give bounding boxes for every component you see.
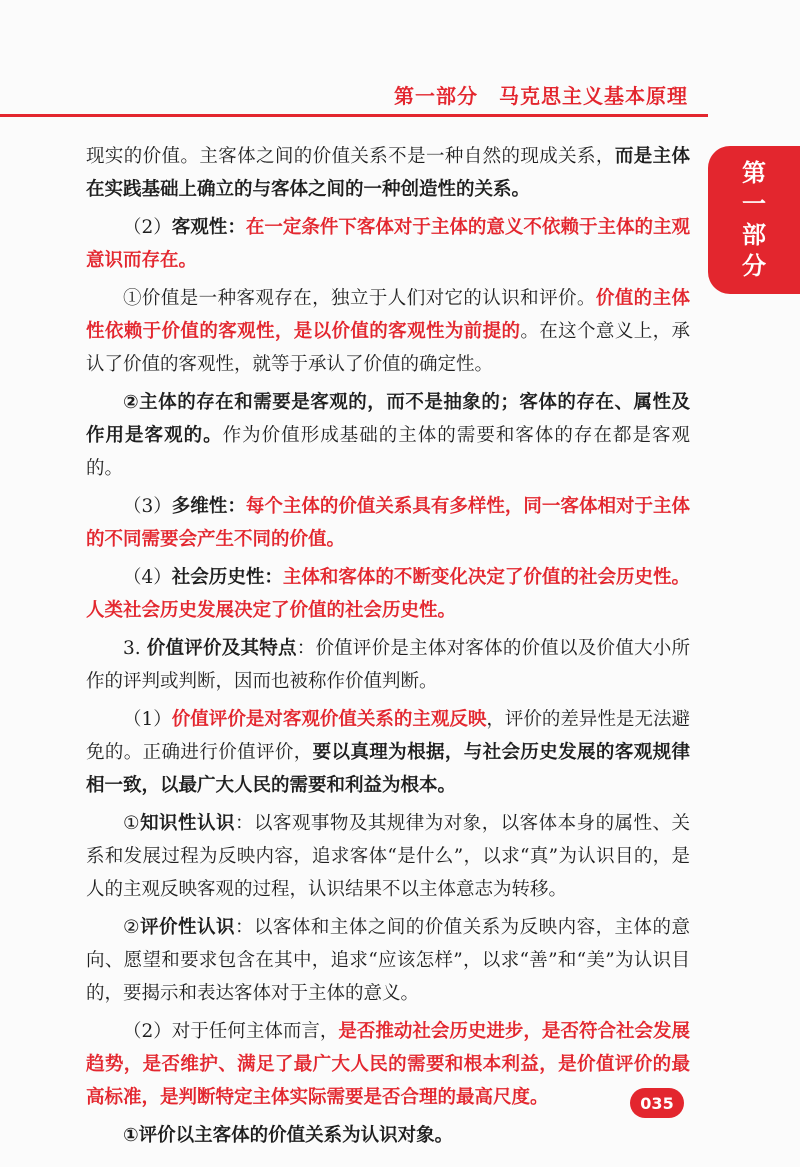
- body-text-run: 3.: [123, 638, 147, 659]
- bold-text: 评价性认识: [140, 917, 235, 938]
- bold-text: 知识性认识: [140, 813, 235, 834]
- bold-text: 价值评价及其特点: [146, 638, 297, 659]
- highlight-text: 对客观价值关系的主观反映: [264, 709, 487, 730]
- bold-text: 社会历史性：: [171, 567, 283, 588]
- bold-text: 客观性：: [171, 217, 246, 238]
- body-text-run: 。在这个意义上，承认了价值的客观性，就等于承认了价值的确定性。: [86, 321, 690, 375]
- body-text-run: （4）: [123, 567, 172, 588]
- body-text-run: 作为价值形成基础的主体的需要和客体的存在都是客观的。: [86, 425, 690, 479]
- body-text-run: （1）: [123, 709, 172, 730]
- side-tab-char: 第: [742, 158, 766, 187]
- body-text-run: ：价值评价是主体对客体的价值以及价值大小所作的评判或判断，因而也被称作价值判断。: [86, 638, 690, 692]
- paragraph: [86, 1015, 690, 1114]
- bold-text: 多维性：: [171, 496, 246, 517]
- body-text-run: 现实的价值。主客体之间的价值关系不是一种自然的现成关系，: [86, 146, 615, 167]
- bold-text: 要以真理为根据，与社会历史发展的客观规律相一致，以最广大人民的需要和利益为根本。: [86, 742, 690, 796]
- highlight-text: 每个主体的价值关系具有多样性，同一客体相对于主体的不同需要会产生不同的价值。: [86, 496, 690, 550]
- paragraph: [86, 490, 690, 556]
- paragraph: [86, 386, 690, 485]
- page-number: 035: [630, 1088, 684, 1118]
- highlight-text: 主体和客体的不断变化决定了价值的社会历史性。人类社会历史发展决定了价值的社会历史性。: [86, 567, 690, 621]
- paragraph: [86, 911, 690, 1010]
- paragraph: [86, 632, 690, 698]
- side-tab-char: 分: [742, 252, 766, 281]
- body-text-run: （2）对于任何主体而言，: [123, 1021, 339, 1042]
- paragraph: [86, 807, 690, 906]
- highlight-text: 价值评价是: [171, 709, 265, 730]
- body-text-run: （3）: [123, 496, 172, 517]
- highlight-text: 是否推动社会历史进步，是否符合社会发展趋势，是否维护、满足了最广大人民的需要和根本利益，是价值评价的最高标准，是判断特定主体实际需要是否合理的最高尺度。: [86, 1021, 690, 1108]
- body-text: [86, 140, 690, 1157]
- body-text-run: ②: [123, 917, 141, 938]
- chapter-side-tab: [708, 146, 800, 294]
- body-text-run: （2）: [123, 217, 172, 238]
- header-rule: [0, 114, 708, 117]
- paragraph: [86, 282, 690, 381]
- side-tab-char: 部: [742, 221, 766, 249]
- paragraph: [86, 703, 690, 802]
- paragraph: [86, 140, 690, 206]
- body-text-run: ①价值是一种客观存在，独立于人们对它的认识和评价。: [123, 288, 596, 309]
- highlight-text: 在一定条件下客体对于主体的意义不依赖于主体的主观意识而存在。: [86, 217, 690, 271]
- paragraph: [86, 1119, 690, 1152]
- paragraph: [86, 211, 690, 277]
- bold-text: ①评价以主客体的价值关系为认识对象。: [123, 1125, 454, 1146]
- running-header-title: 第一部分 马克思主义基本原理: [394, 84, 688, 108]
- body-text-run: ①: [123, 813, 141, 834]
- paragraph: [86, 561, 690, 627]
- bold-text: ②主体的存在和需要是客观的，而不是抽象的；客体的存在、属性及作用是客观的。: [86, 392, 690, 446]
- body-text-run: ：以客观事物及其规律为对象，以客体本身的属性、关系和发展过程为反映内容，追求客体“是什么”，以求“真”为认识目的，是人的主观反映客观的过程，认识结果不以主体意志为转移。: [86, 813, 690, 900]
- bold-text: 而是主体在实践基础上确立的与客体之间的一种创造性的关系。: [86, 146, 690, 200]
- body-text-run: ，评价的差异性是无法避免的。正确进行价值评价，: [86, 709, 690, 763]
- body-text-run: ：以客体和主体之间的价值关系为反映内容，主体的意向、愿望和要求包含在其中，追求“应该怎样”，以求“善”和“美”为认识目的，要揭示和表达客体对于主体的意义。: [86, 917, 690, 1004]
- highlight-text: 价值的主体性依赖于价值的客观性，是以价值的客观性为前提的: [86, 288, 690, 342]
- side-tab-char: 一: [742, 189, 766, 218]
